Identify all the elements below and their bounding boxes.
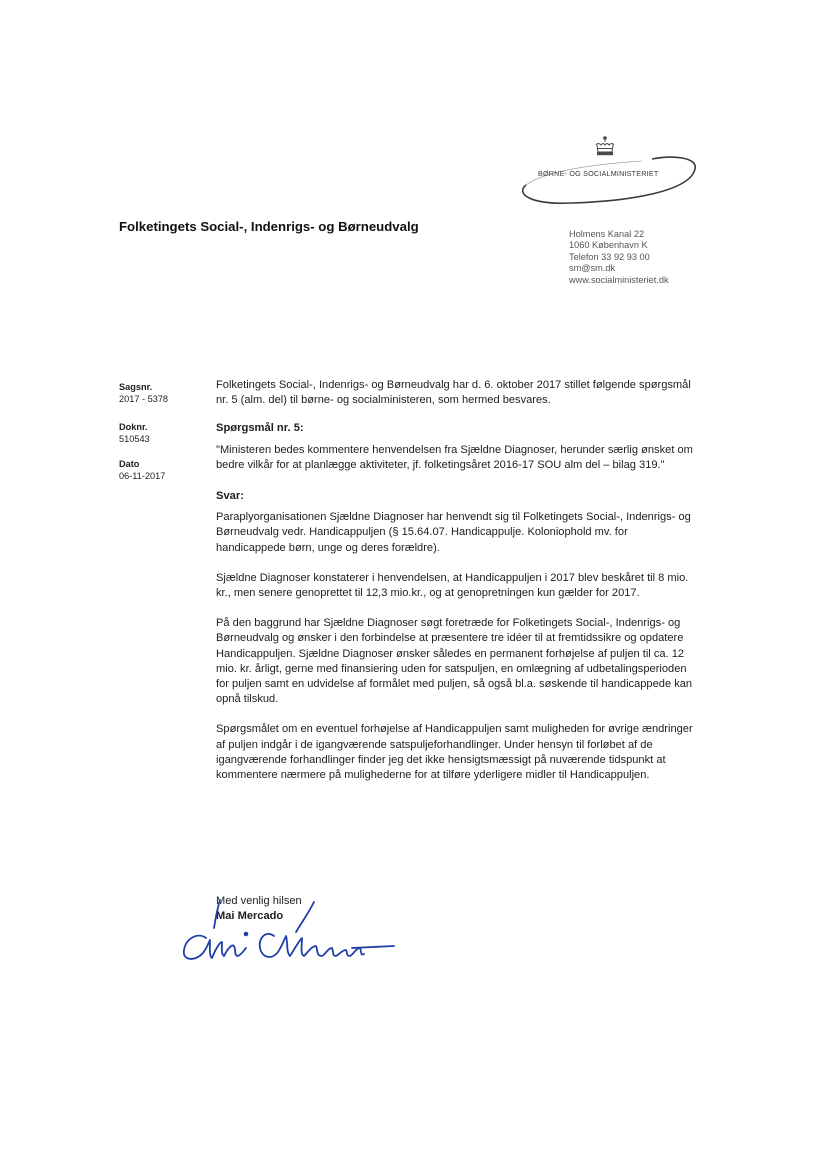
address-street: Holmens Kanal 22 <box>569 229 645 239</box>
intro-paragraph: Folketingets Social-, Indenrigs- og Børneudvalg har d. 6. oktober 2017 stillet følgende spørgsmål nr. 5 (alm. del) til børne- og socialministeren, som hermed besvares. <box>216 379 691 407</box>
case-number-label: Sagsnr. <box>119 382 153 392</box>
crown-icon <box>596 137 614 155</box>
date-label: Dato <box>119 459 140 469</box>
address-email: sm@sm.dk <box>569 263 616 274</box>
address-city: 1060 København K <box>569 240 648 251</box>
handwritten-signature <box>176 898 396 968</box>
recipient-heading: Folketingets Social-, Indenrigs- og Børneudvalg <box>119 219 419 234</box>
ministry-name: BØRNE- OG SOCIALMINISTERIET <box>538 169 659 178</box>
document-number-label: Doknr. <box>119 422 148 432</box>
address-phone: Telefon 33 92 93 00 <box>569 251 650 262</box>
answer-paragraph: Sjældne Diagnoser konstaterer i henvendelsen, at Handicappuljen i 2017 blev beskåret til 8 mio. kr., men senere genoprettet til 12,3 mio.kr., og at genopretningen kun gælder for 2017. <box>216 571 689 600</box>
answer-paragraph: Paraplyorganisationen Sjældne Diagnoser har henvendt sig til Folketingets Social-, Indenrigs- og Børneudvalg vedr. Handicappuljen (§ 15.64.07. Handicappulje. Koloniophold mv. for handicappede børn, unge og deres forældre). <box>216 511 691 554</box>
address-web: www.socialministeriet.dk <box>569 274 669 285</box>
question-heading: Spørgsmål nr. 5: <box>216 422 304 435</box>
letter-body <box>216 378 696 798</box>
answer-heading: Svar: <box>216 490 244 503</box>
document-number-value: 510543 <box>119 434 150 444</box>
case-number-value: 2017 - 5378 <box>119 394 169 404</box>
greeting: Med venlig hilsen <box>216 895 302 907</box>
document-number <box>119 421 150 445</box>
question-text: "Ministeren bedes kommentere henvendelsen fra Sjældne Diagnoser, herunder særlig ønsket om bedre vilkår for at planlægge aktiviteter, jf. folketingsåret 2016-17 SOU alm del – bilag 319." <box>216 443 693 471</box>
date-block <box>119 458 165 482</box>
answer-paragraph: Spørgsmålet om en eventuel forhøjelse af Handicappuljen samt muligheden for øvrige ændringer af puljen indgår i de igangværende satspuljeforhandlinger. Under hensyn til forløbet af de igangværende forhandlinger finder jeg det ikke hensigtsmæssigt på nuværende tidspunkt at kommentere nærmere på mulighederne for at tilføre yderligere midler til Handicappuljen. <box>216 723 693 782</box>
answer-paragraph: På den baggrund har Sjældne Diagnoser søgt foretræde for Folketingets Social-, Indenrigs- og Børneudvalg og ønsker i den forbindelse at præsentere tre idéer til at fremtidssikre og opdatere Handicappuljen. Sjældne Diagnoser ønsker således en permanent forhøjelse af puljen til ca. 12 mio. kr. årligt, gerne med finansiering uden for satspuljen, en omlægning af udbetalingsperioden for puljen samt en udvidelse af formålet med puljen, så også bl.a. søskende til handicappede kan opnå tilskud. <box>216 617 693 706</box>
signer-name: Mai Mercado <box>216 909 284 922</box>
case-number <box>119 381 168 405</box>
date-value: 06-11-2017 <box>119 471 166 481</box>
ministry-logo <box>512 133 700 209</box>
sender-address <box>569 229 669 286</box>
